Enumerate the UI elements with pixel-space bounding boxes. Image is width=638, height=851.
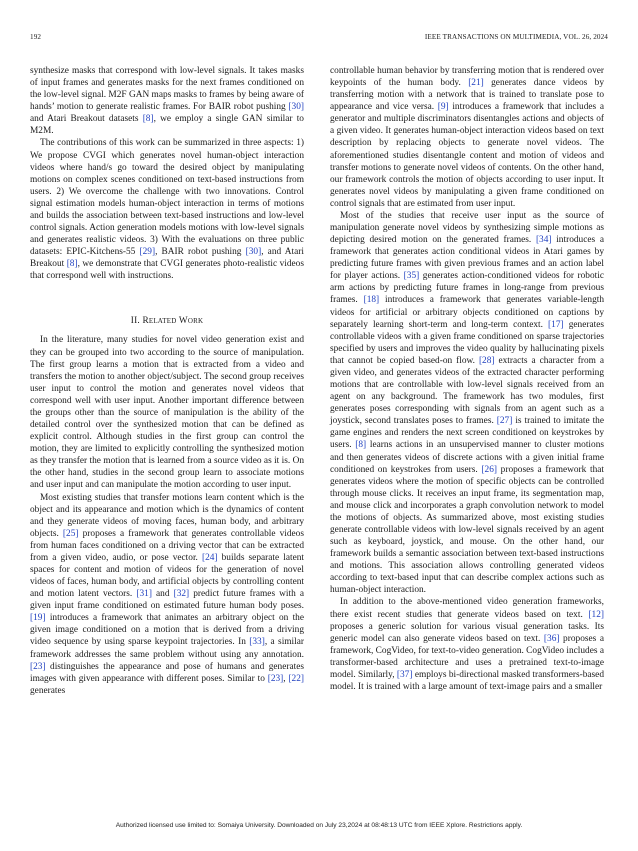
citation-link[interactable]: [31] xyxy=(136,589,152,600)
paragraph: In addition to the above-mentioned video generation frameworks, there exist recent studies that generate videos based on text. [12] proposes a generic solution for various visual generation tasks. Its generic model can also generate videos based on text. [36] proposes a framework, CogVideo, for text-to-video generation. CogVideo includes a transformer-based architecture and uses a pretrained text-to-image model. Similarly, [37] employs bi-directional masked transformers-based model. It is trained with a large amount of text-image pairs and a smaller xyxy=(330,597,604,692)
citation-link[interactable]: [8] xyxy=(66,259,78,270)
citation-link[interactable]: [28] xyxy=(478,355,495,366)
citation-link[interactable]: [18] xyxy=(363,295,380,306)
section-title: Related Work xyxy=(142,316,204,327)
license-footer: Authorized licensed use limited to: Somaiya University. Downloaded on July 23,2024 at 08:48:13 UTC from IEEE Xplore. Restrictions apply. xyxy=(115,822,523,829)
citation-link[interactable]: [8] xyxy=(142,114,154,125)
citation-link[interactable]: [27] xyxy=(496,416,513,427)
citation-link[interactable]: [35] xyxy=(403,271,420,282)
citation-link[interactable]: [17] xyxy=(548,319,564,330)
citation-link[interactable]: [19] xyxy=(30,613,46,624)
citation-link[interactable]: [30] xyxy=(288,102,304,113)
journal-running-title: IEEE TRANSACTIONS ON MULTIMEDIA, VOL. 26, 2024 xyxy=(424,33,608,41)
paragraph: In the literature, many studies for novel video generation exist and they can be grouped into two according to the source of manipulation. The first group learns a motion that is extracted from a video and transfers the motion to another object/subject. The second group receives user input to control the motion and generates novel videos that correspond well with user input. Another important difference between the groups other than the source of manipulation is the ability of the detailed control over the synthesized motion that can be defined as explicit control. Although studies in the first group can control the motion, they are limited to explicitly controlling the synthesized motion as they transfer the motion that is learned from a source video as it is. On the other hand, studies in the second group learn to associate motions and user input and can manipulate the motion according to user input. xyxy=(30,335,304,491)
section-number: II. xyxy=(130,316,140,327)
citation-link[interactable]: [25] xyxy=(62,528,79,539)
left-column xyxy=(30,65,304,697)
citation-link[interactable]: [24] xyxy=(201,552,218,563)
citation-link[interactable]: [22] xyxy=(288,673,305,684)
citation-link[interactable]: [9] xyxy=(437,102,449,113)
citation-link[interactable]: [34] xyxy=(535,235,552,246)
citation-link[interactable]: [37] xyxy=(396,669,413,680)
citation-link[interactable]: [12] xyxy=(588,609,604,620)
citation-link[interactable]: [23] xyxy=(267,673,284,684)
citation-link[interactable]: [29] xyxy=(139,247,156,258)
citation-link[interactable]: [32] xyxy=(173,589,190,600)
citation-link[interactable]: [33] xyxy=(249,637,265,648)
paragraph: controllable human behavior by transferring motion that is rendered over keypoints of the human body. [21] generates dance videos by transferring motion with a network that is trained to translate pose to appearance and vice versa. [9] introduces a framework that includes a generator and multiple discriminators disentangles actions and objects of a given video. It generates human-object interaction videos based on text description by replacing objects to generate novel videos. The aforementioned studies disentangle content and motion of videos and transfer motions to generate novel videos of contents. On the other hand, our framework controls the motion of objects according to user input. It generates novel videos by manipulating a given frame conditioned on control signals that are estimated from user input. xyxy=(330,66,605,209)
section-heading xyxy=(30,315,304,327)
paragraph: synthesize masks that correspond with low-level signals. It takes masks of input frames and generates masks for the next frames conditioned on the low-level signal. M2F GAN maps masks to frames by being aware of hands’ motion to generate realistic frames. For BAIR robot pushing [30] and Atari Breakout datasets [8], we employ a single GAN similar to M2M. xyxy=(30,66,304,137)
page-header xyxy=(30,33,608,45)
right-column xyxy=(330,65,604,693)
citation-link[interactable]: [30] xyxy=(245,247,262,258)
page-number: 192 xyxy=(30,33,42,41)
paragraph: Most existing studies that transfer motions learn content which is the object and its appearance and motion which is the dynamics of content and they generate videos of moving faces, human body, and arbitrary objects. [25] proposes a framework that generates controllable videos from human faces conditioned on a driving vector that can be extracted from a given video, audio, or pose vector. [24] builds separate latent spaces for content and motion of videos for the generation of novel videos of faces, human body, and artificial objects by controlling content and motion latent vectors. [31] and [32] predict future frames with a given input frame conditioned on estimated future human body poses. [19] introduces a framework that animates an arbitrary object on the given image conditioned on a motion that is derived from a driving video sequence by using sparse keypoint trajectories. In [33], a similar framework addresses the same problem without using any annotation. [23] distinguishes the appearance and pose of humans and generates images with given appearance with different poses. Similar to [23], [22] generates xyxy=(30,492,305,696)
paragraph: The contributions of this work can be summarized in three aspects: 1) We propose CVGI which generates novel human-object interaction videos where hand/s go toward the desired object by manipulating motions on complex scenes conditioned on text-based instructions from users. 2) We overcome the challenge with two innovations. Control signal estimation models human-object interaction in terms of motions and builds the association between text-based instructions and low-level control signals. Action generation models motions with low-level signals and generates realistic videos. 3) With the evaluations on three public datasets: EPIC-Kitchens-55 [29], BAIR robot pushing [30], and Atari Breakout [8], we demonstrate that CVGI generates photo-realistic videos that correspond well with instructions. xyxy=(30,138,304,282)
citation-link[interactable]: [21] xyxy=(468,78,484,89)
paragraph: Most of the studies that receive user input as the source of manipulation generate novel videos by synthesizing simple motions as depicting desired motion on the generated frames. [34] introduces a framework that generates action conditional videos in Atari games by predicting future frames with given previous frames and an action label for player actions. [35] generates action-conditioned videos for robotic arm actions by predicting future frames in long-range from previous frames. [18] introduces a framework that generates variable-length videos for artificial or arbitrary objects conditioned on captions by separately learning short-term and long-term context. [17] generates controllable videos with a given frame conditioned on sparse trajectories specified by users and improves the video quality by hallucinating pixels that cannot be copied based-on flow. [28] extracts a character from a given video, and generates videos of the extracted character performing motions that are controllable with low-level signals received from an agent on any background. The framework has two modules, first generates poses corresponding with signals from an agent such as a joystick, second translates poses to frames. [27] is trained to imitate the game engines and renders the next screen conditioned on keystrokes by users. [8] learns actions in an unsupervised manner to cluster motions and then generates videos of discrete actions with a given initial frame conditioned on keystrokes from users. [26] proposes a framework that generates videos where the motion of specific objects can be controlled through mouse clicks. It receives an input frame, its segmentation map, and mouse click and incorporates a graph convolution network to model the motions of objects. As summarized above, most existing studies generate controllable videos with low-level signals received by an agent such as keyboard, joystick, and mouse. On the other hand, our framework builds a semantic association between text-based instructions and motions. This association allows controlling generated videos according to text-based input that can describe complex actions such as human-object interaction. xyxy=(330,210,605,596)
citation-link[interactable]: [26] xyxy=(481,464,497,475)
citation-link[interactable]: [23] xyxy=(30,661,46,672)
citation-link[interactable]: [8] xyxy=(355,440,367,451)
citation-link[interactable]: [36] xyxy=(543,633,560,644)
